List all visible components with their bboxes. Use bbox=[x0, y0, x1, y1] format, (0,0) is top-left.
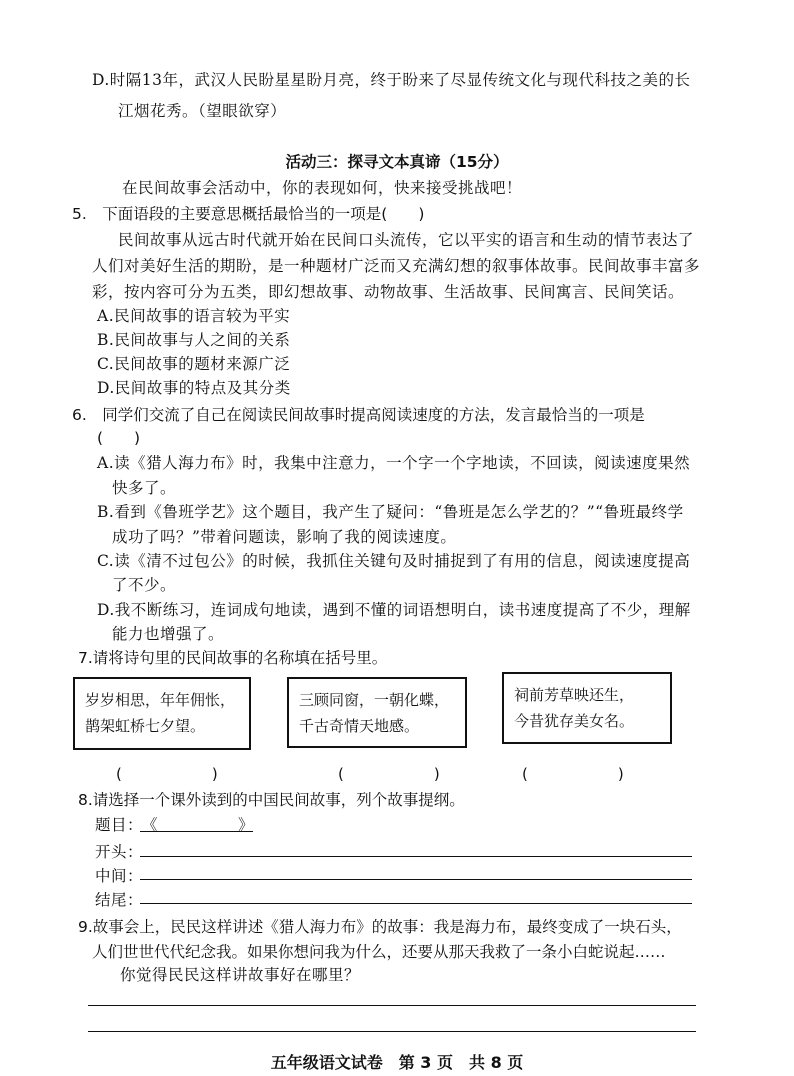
q8-stem: 8.请选择一个课外读到的中国民间故事，列个故事提纲。 bbox=[78, 791, 465, 809]
q6-option-b-line1: B.看到《鲁班学艺》这个题目，我产生了疑问：“鲁班是怎么学艺的？”“鲁班最终学 bbox=[97, 503, 684, 521]
q6-option-a-line2: 快多了。 bbox=[112, 479, 177, 497]
q5-option-b: B.民间故事与人之间的关系 bbox=[97, 331, 291, 349]
q7-stem: 7.请将诗句里的民间故事的名称填在括号里。 bbox=[78, 649, 388, 667]
q7-poem-box-1 bbox=[73, 677, 251, 750]
q8-title-label: 题目： bbox=[95, 816, 144, 834]
q8-label-ending: 结尾： bbox=[95, 891, 144, 909]
q7-box1-line1: 岁岁相思，年年佣怅， bbox=[85, 691, 236, 709]
q7-box3-line2: 今昔犹存美女名。 bbox=[514, 712, 635, 730]
q5-stem: 5. 下面语段的主要意思概括最恰当的一项是( ) bbox=[72, 205, 425, 223]
q5-option-a: A.民间故事的语言较为平实 bbox=[97, 307, 291, 325]
q4-option-d-line1: D.时隔13年，武汉人民盼星星盼月亮，终于盼来了尽显传统文化与现代科技之美的长 bbox=[92, 71, 691, 89]
q4-option-d-line2: 江烟花秀。（望眼欲穿） bbox=[118, 102, 287, 120]
q9-line2: 人们世世代代纪念我。如果你想问我为什么，还要从那天我救了一条小白蛇说起…… bbox=[92, 943, 666, 961]
q8-label-beginning: 开头： bbox=[95, 843, 144, 861]
q7-poem-box-3 bbox=[502, 672, 672, 744]
q6-stem: 6. 同学们交流了自己在阅读民间故事时提高阅读速度的方法，发言最恰当的一项是 bbox=[72, 406, 645, 424]
q5-passage-line1: 民间故事从远古时代就开始在民间口头流传，它以平实的语言和生动的情节表达了 bbox=[118, 231, 695, 249]
page-footer: 五年级语文试卷 第 3 页 共 8 页 bbox=[270, 1053, 524, 1072]
q7-box2-line1: 三顾同窗，一朝化蝶， bbox=[299, 691, 450, 709]
q6-option-c-line1: C.读《清不过包公》的时候，我抓住关键句及时捕捉到了有用的信息，阅读速度提高 bbox=[97, 552, 691, 570]
activity3-title: 活动三：探寻文本真谛（15分） bbox=[285, 153, 509, 171]
q6-option-b-line2: 成功了吗？”带着问题读，影响了我的阅读速度。 bbox=[112, 528, 457, 546]
q9-line1: 9.故事会上，民民这样讲述《猎人海力布》的故事：我是海力布，最终变成了一块石头， bbox=[78, 918, 682, 936]
q9-answer-line-1[interactable] bbox=[88, 1005, 696, 1006]
q7-answer-paren-2[interactable]: ( ) bbox=[338, 765, 440, 783]
q8-ending-line[interactable] bbox=[140, 903, 692, 904]
q6-option-d-line1: D.我不断练习，连词成句地读，遇到不懂的词语想明白，读书速度提高了不少，理解 bbox=[97, 601, 691, 619]
q6-option-c-line2: 了不少。 bbox=[112, 576, 177, 594]
q7-answer-paren-3[interactable]: ( ) bbox=[522, 765, 624, 783]
q5-option-d: D.民间故事的特点及其分类 bbox=[97, 379, 291, 397]
activity3-intro: 在民间故事会活动中，你的表现如何，快来接受挑战吧！ bbox=[122, 179, 523, 197]
q5-option-c: C.民间故事的题材来源广泛 bbox=[97, 355, 291, 373]
q8-title-underline bbox=[140, 831, 253, 832]
q8-title-value[interactable]: 《 》 bbox=[142, 816, 255, 834]
q5-passage-line2: 人们对美好生活的期盼，是一种题材广泛而又充满幻想的叙事体故事。民间故事丰富多 bbox=[92, 257, 701, 275]
q8-middle-line[interactable] bbox=[140, 879, 692, 880]
q8-beginning-line[interactable] bbox=[140, 856, 692, 857]
q5-passage-line3: 彩，按内容可分为五类，即幻想故事、动物故事、生活故事、民间寓言、民间笑话。 bbox=[92, 283, 685, 301]
q6-option-a-line1: A.读《猎人海力布》时，我集中注意力，一个字一个字地读，不回读，阅读速度果然 bbox=[97, 454, 691, 472]
q7-box2-line2: 千古奇情天地感。 bbox=[299, 717, 420, 735]
q7-poem-box-2 bbox=[287, 677, 467, 748]
q6-option-d-line2: 能力也增强了。 bbox=[112, 625, 225, 643]
q6-blank: ( ) bbox=[97, 429, 141, 447]
q8-label-middle: 中间： bbox=[95, 867, 144, 885]
q9-line3: 你觉得民民这样讲故事好在哪里？ bbox=[120, 966, 361, 984]
q7-answer-paren-1[interactable]: ( ) bbox=[116, 765, 218, 783]
q7-box3-line1: 祠前芳草映还生， bbox=[514, 686, 635, 704]
q7-box1-line2: 鹊架虹桥七夕望。 bbox=[85, 717, 206, 735]
q9-answer-line-2[interactable] bbox=[88, 1031, 696, 1032]
